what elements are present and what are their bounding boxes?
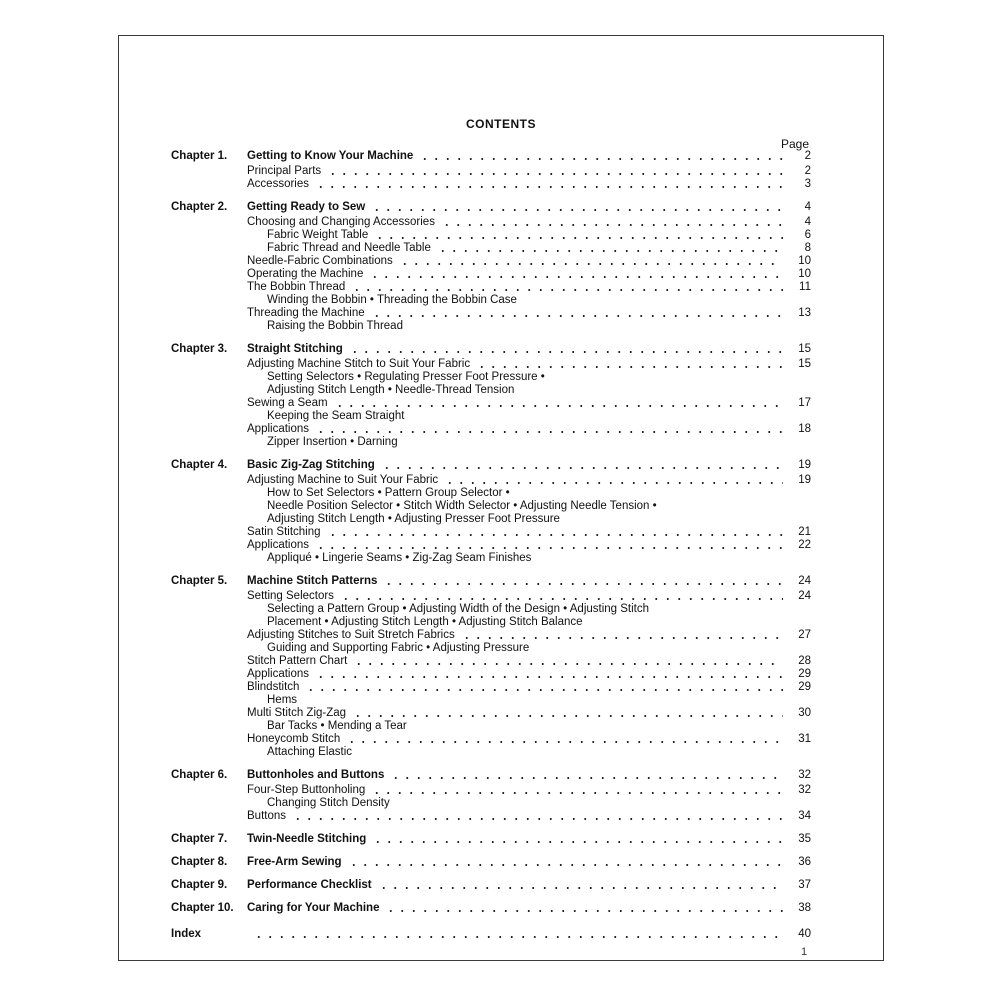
toc-entry bbox=[171, 294, 811, 307]
dot-leader bbox=[346, 741, 783, 743]
page-number: 40 bbox=[798, 928, 811, 940]
entry-title: Sewing a Seam bbox=[247, 397, 328, 409]
toc-entry bbox=[171, 526, 811, 539]
dot-leader bbox=[369, 276, 783, 278]
entry-title: Operating the Machine bbox=[247, 268, 364, 280]
dot-leader bbox=[371, 792, 783, 794]
page-number: 10 bbox=[798, 255, 811, 267]
dot-leader bbox=[327, 534, 783, 536]
page-number: 19 bbox=[798, 474, 811, 486]
toc-entry bbox=[171, 681, 811, 694]
dot-leader bbox=[390, 777, 783, 779]
entry-title: Twin-Needle Stitching bbox=[247, 833, 367, 845]
page-number: 10 bbox=[798, 268, 811, 280]
entry-title: Setting Selectors bbox=[247, 590, 334, 602]
toc-entry bbox=[171, 436, 811, 449]
entry-title: Straight Stitching bbox=[247, 343, 343, 355]
toc-entry bbox=[171, 746, 811, 759]
entry-title: Needle-Fabric Combinations bbox=[247, 255, 393, 267]
chapter-number: Chapter 2. bbox=[171, 201, 228, 213]
toc-entry bbox=[171, 423, 811, 436]
toc-chapter-entry bbox=[171, 879, 811, 892]
entry-title: Adjusting Stitch Length • Needle-Thread Tension bbox=[267, 384, 515, 396]
entry-title: Selecting a Pattern Group • Adjusting Width of the Design • Adjusting Stitch bbox=[267, 603, 650, 615]
entry-title: Attaching Elastic bbox=[267, 746, 353, 758]
entry-title: Zipper Insertion • Darning bbox=[267, 436, 398, 448]
toc-entry bbox=[171, 513, 811, 526]
page-number: 19 bbox=[798, 459, 811, 471]
page-number: 4 bbox=[804, 216, 811, 228]
dot-leader bbox=[383, 583, 783, 585]
chapter-number: Chapter 8. bbox=[171, 856, 228, 868]
entry-title: Keeping the Seam Straight bbox=[267, 410, 405, 422]
toc-chapter-entry bbox=[171, 856, 811, 869]
dot-leader bbox=[305, 689, 783, 691]
page-column-label: Page bbox=[780, 137, 809, 151]
toc-chapter-entry bbox=[171, 459, 811, 472]
page-number: 34 bbox=[798, 810, 811, 822]
page-number: 36 bbox=[798, 856, 811, 868]
page-number: 24 bbox=[798, 575, 811, 587]
toc-entry bbox=[171, 590, 811, 603]
toc-entry bbox=[171, 552, 811, 565]
toc-chapter-entry bbox=[171, 928, 811, 941]
page-number: 38 bbox=[798, 902, 811, 914]
dot-leader bbox=[340, 598, 783, 600]
dot-leader bbox=[315, 431, 783, 433]
dot-leader bbox=[352, 715, 783, 717]
dot-leader bbox=[437, 250, 783, 252]
dot-leader bbox=[348, 864, 783, 866]
dot-leader bbox=[292, 818, 783, 820]
toc-chapter-entry bbox=[171, 769, 811, 782]
page-number: 15 bbox=[798, 343, 811, 355]
toc-entry bbox=[171, 371, 811, 384]
dot-leader bbox=[334, 405, 783, 407]
dot-leader bbox=[315, 186, 783, 188]
toc-entry bbox=[171, 720, 811, 733]
dot-leader bbox=[441, 224, 783, 226]
entry-title: Bar Tacks • Mending a Tear bbox=[267, 720, 407, 732]
entry-title: Needle Position Selector • Stitch Width Selector • Adjusting Needle Tension • bbox=[267, 500, 657, 512]
toc-entry bbox=[171, 242, 811, 255]
entry-title: Threading the Machine bbox=[247, 307, 365, 319]
page-number: 4 bbox=[804, 201, 811, 213]
dot-leader bbox=[371, 209, 783, 211]
page-number: 18 bbox=[798, 423, 811, 435]
entry-title: Multi Stitch Zig-Zag bbox=[247, 707, 347, 719]
chapter-number: Chapter 10. bbox=[171, 902, 234, 914]
entry-title: Principal Parts bbox=[247, 165, 322, 177]
toc-entry bbox=[171, 629, 811, 642]
chapter-number: Index bbox=[171, 928, 202, 940]
page-number: 27 bbox=[798, 629, 811, 641]
toc-entry bbox=[171, 216, 811, 229]
page-number: 13 bbox=[798, 307, 811, 319]
dot-leader bbox=[378, 887, 783, 889]
chapter-number: Chapter 6. bbox=[171, 769, 228, 781]
entry-title: Satin Stitching bbox=[247, 526, 321, 538]
toc-entry bbox=[171, 358, 811, 371]
document-page bbox=[118, 35, 884, 961]
dot-leader bbox=[419, 158, 783, 160]
toc-entry bbox=[171, 603, 811, 616]
chapter-number: Chapter 1. bbox=[171, 150, 228, 162]
entry-title: Adjusting Stitch Length • Adjusting Presser Foot Pressure bbox=[267, 513, 560, 525]
toc-entry bbox=[171, 307, 811, 320]
toc-entry bbox=[171, 165, 811, 178]
page-number: 29 bbox=[798, 681, 811, 693]
toc-entry bbox=[171, 668, 811, 681]
toc-chapter-entry bbox=[171, 833, 811, 846]
toc-chapter-entry bbox=[171, 201, 811, 214]
page-number: 3 bbox=[804, 178, 811, 190]
toc-entry bbox=[171, 320, 811, 333]
toc-entry bbox=[171, 642, 811, 655]
toc-entry bbox=[171, 384, 811, 397]
entry-title: Getting Ready to Sew bbox=[247, 201, 366, 213]
entry-title: Applications bbox=[247, 668, 310, 680]
dot-leader bbox=[476, 366, 783, 368]
dot-leader bbox=[351, 289, 783, 291]
entry-title: Four-Step Buttonholing bbox=[247, 784, 366, 796]
dot-leader bbox=[461, 637, 783, 639]
toc-entry bbox=[171, 539, 811, 552]
entry-title: Adjusting Machine Stitch to Suit Your Fabric bbox=[247, 358, 471, 370]
page-number: 8 bbox=[804, 242, 811, 254]
entry-title: Buttons bbox=[247, 810, 286, 822]
toc-entry bbox=[171, 733, 811, 746]
toc-chapter-entry bbox=[171, 343, 811, 356]
entry-title: Machine Stitch Patterns bbox=[247, 575, 378, 587]
page-number: 28 bbox=[798, 655, 811, 667]
page-number: 24 bbox=[798, 590, 811, 602]
toc-entry bbox=[171, 810, 811, 823]
entry-title: Adjusting Machine to Suit Your Fabric bbox=[247, 474, 439, 486]
page-number: 32 bbox=[798, 784, 811, 796]
dot-leader bbox=[253, 936, 783, 938]
page-title: CONTENTS bbox=[466, 117, 536, 131]
toc-entry bbox=[171, 229, 811, 242]
entry-title: Free-Arm Sewing bbox=[247, 856, 342, 868]
dot-leader bbox=[381, 467, 783, 469]
entry-title: Adjusting Stitches to Suit Stretch Fabrics bbox=[247, 629, 455, 641]
dot-leader bbox=[327, 173, 783, 175]
page-number-mark: 1 bbox=[801, 946, 808, 958]
dot-leader bbox=[399, 263, 783, 265]
page-number: 32 bbox=[798, 769, 811, 781]
entry-title: Choosing and Changing Accessories bbox=[247, 216, 435, 228]
page-number: 31 bbox=[798, 733, 811, 745]
entry-title: How to Set Selectors • Pattern Group Selector • bbox=[267, 487, 510, 499]
entry-title: Fabric Weight Table bbox=[267, 229, 369, 241]
toc-entry bbox=[171, 281, 811, 294]
toc-entry bbox=[171, 474, 811, 487]
entry-title: Setting Selectors • Regulating Presser Foot Pressure • bbox=[267, 371, 545, 383]
entry-title: Accessories bbox=[247, 178, 309, 190]
dot-leader bbox=[371, 315, 783, 317]
entry-title: Guiding and Supporting Fabric • Adjusting Pressure bbox=[267, 642, 530, 654]
entry-title: Getting to Know Your Machine bbox=[247, 150, 414, 162]
toc-entry bbox=[171, 784, 811, 797]
entry-title: Fabric Thread and Needle Table bbox=[267, 242, 431, 254]
chapter-number: Chapter 9. bbox=[171, 879, 228, 891]
page-number: 21 bbox=[798, 526, 811, 538]
toc-chapter-entry bbox=[171, 150, 811, 163]
chapter-number: Chapter 3. bbox=[171, 343, 228, 355]
dot-leader bbox=[372, 841, 783, 843]
page-number: 6 bbox=[804, 229, 811, 241]
toc-entry bbox=[171, 616, 811, 629]
entry-title: The Bobbin Thread bbox=[247, 281, 346, 293]
entry-title: Changing Stitch Density bbox=[267, 797, 390, 809]
page-number: 15 bbox=[798, 358, 811, 370]
entry-title: Applications bbox=[247, 423, 310, 435]
toc-entry bbox=[171, 255, 811, 268]
page-number: 29 bbox=[798, 668, 811, 680]
page-number: 30 bbox=[798, 707, 811, 719]
toc-entry bbox=[171, 797, 811, 810]
page-number: 2 bbox=[804, 165, 811, 177]
toc-entry bbox=[171, 487, 811, 500]
dot-leader bbox=[385, 910, 783, 912]
entry-title: Basic Zig-Zag Stitching bbox=[247, 459, 375, 471]
entry-title: Applications bbox=[247, 539, 310, 551]
entry-title: Buttonholes and Buttons bbox=[247, 769, 385, 781]
dot-leader bbox=[315, 547, 783, 549]
entry-title: Honeycomb Stitch bbox=[247, 733, 341, 745]
chapter-number: Chapter 5. bbox=[171, 575, 228, 587]
entry-title: Placement • Adjusting Stitch Length • Adjusting Stitch Balance bbox=[267, 616, 583, 628]
toc-entry bbox=[171, 707, 811, 720]
chapter-number: Chapter 7. bbox=[171, 833, 228, 845]
entry-title: Appliqué • Lingerie Seams • Zig-Zag Seam Finishes bbox=[267, 552, 532, 564]
page-number: 37 bbox=[798, 879, 811, 891]
toc-chapter-entry bbox=[171, 902, 811, 915]
entry-title: Stitch Pattern Chart bbox=[247, 655, 348, 667]
entry-title: Hems bbox=[267, 694, 298, 706]
toc-entry bbox=[171, 655, 811, 668]
chapter-number: Chapter 4. bbox=[171, 459, 228, 471]
toc-entry bbox=[171, 268, 811, 281]
dot-leader bbox=[444, 482, 783, 484]
toc-entry bbox=[171, 500, 811, 513]
entry-title: Raising the Bobbin Thread bbox=[267, 320, 403, 332]
dot-leader bbox=[353, 663, 783, 665]
toc-entry bbox=[171, 410, 811, 423]
toc-entry bbox=[171, 397, 811, 410]
page-number: 35 bbox=[798, 833, 811, 845]
entry-title: Performance Checklist bbox=[247, 879, 372, 891]
toc-entry bbox=[171, 694, 811, 707]
page-number: 22 bbox=[798, 539, 811, 551]
entry-title: Blindstitch bbox=[247, 681, 300, 693]
toc-entry bbox=[171, 178, 811, 191]
dot-leader bbox=[349, 351, 783, 353]
entry-title: Caring for Your Machine bbox=[247, 902, 380, 914]
page-number: 2 bbox=[804, 150, 811, 162]
dot-leader bbox=[374, 237, 783, 239]
dot-leader bbox=[315, 676, 783, 678]
page-number: 11 bbox=[799, 281, 811, 293]
toc-chapter-entry bbox=[171, 575, 811, 588]
entry-title: Winding the Bobbin • Threading the Bobbin Case bbox=[267, 294, 517, 306]
page-number: 17 bbox=[798, 397, 811, 409]
